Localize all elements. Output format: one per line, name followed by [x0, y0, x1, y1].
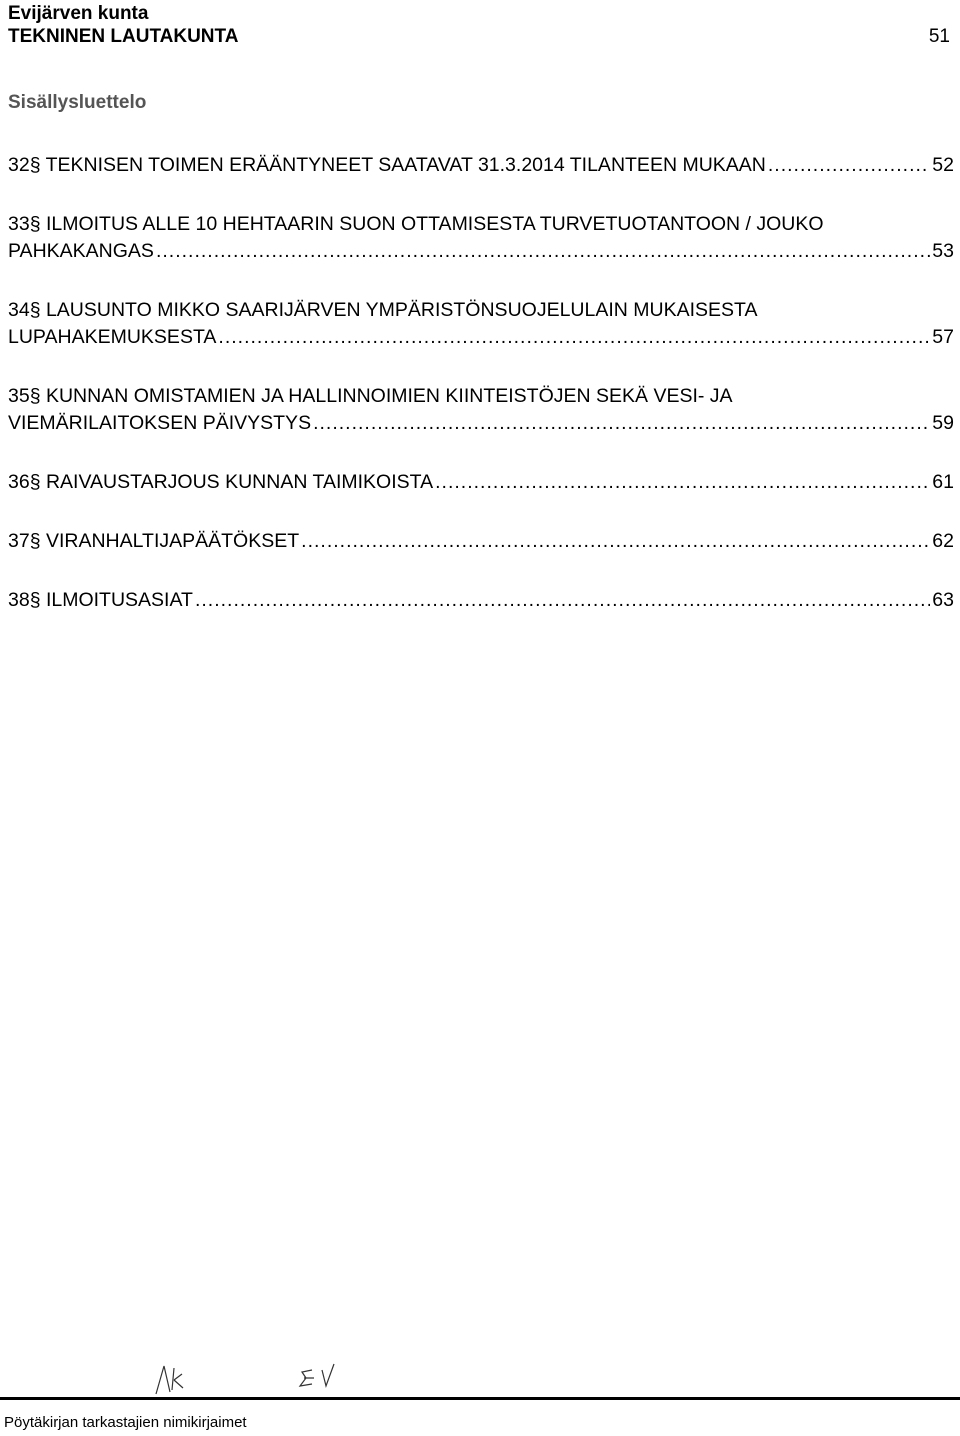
- page-header: [8, 2, 952, 48]
- dot-leader: [218, 324, 930, 351]
- handwritten-initials: [150, 1356, 390, 1396]
- dot-leader: [156, 238, 930, 265]
- table-of-contents: [8, 152, 954, 646]
- dot-leader: [435, 469, 930, 496]
- toc-entry-title-line2: LUPAHAKEMUKSESTA: [8, 326, 217, 348]
- toc-entry-title-line1: 33§ ILMOITUS ALLE 10 HEHTAARIN SUON OTTAMISESTA TURVETUOTANTOON / JOUKO: [8, 213, 824, 235]
- toc-entry-title-line1: 35§ KUNNAN OMISTAMIEN JA HALLINNOIMIEN KIINTEISTÖJEN SEKÄ VESI- JA: [8, 385, 733, 407]
- toc-entry-title-line2: VIEMÄRILAITOKSEN PÄIVYSTYS: [8, 412, 312, 434]
- dot-leader: [313, 410, 930, 437]
- toc-entry-title-line2: PAHKAKANGAS: [8, 240, 154, 262]
- page-number: 51: [928, 26, 950, 47]
- toc-entry-page: 61: [932, 471, 954, 493]
- initials-ak-signature: [156, 1366, 183, 1394]
- toc-entry-page: 62: [932, 530, 954, 552]
- toc-entry[interactable]: [8, 211, 954, 265]
- dot-leader: [195, 587, 930, 614]
- toc-title: Sisällysluettelo: [8, 92, 147, 113]
- toc-entry[interactable]: [8, 528, 954, 555]
- dot-leader: [301, 528, 930, 555]
- toc-entry-page: 59: [932, 412, 954, 434]
- toc-entry[interactable]: [8, 383, 954, 437]
- dot-leader: [768, 152, 930, 179]
- toc-entry[interactable]: [8, 469, 954, 496]
- toc-entry-page: 57: [932, 326, 954, 348]
- toc-entry-title: 38§ ILMOITUSASIAT: [8, 589, 193, 611]
- municipality-name: Evijärven kunta: [8, 3, 149, 24]
- toc-entry-page: 52: [932, 154, 954, 176]
- toc-entry-title: 37§ VIRANHALTIJAPÄÄTÖKSET: [8, 530, 300, 552]
- toc-entry-title: 36§ RAIVAUSTARJOUS KUNNAN TAIMIKOISTA: [8, 471, 434, 493]
- footer-label: Pöytäkirjan tarkastajien nimikirjaimet: [4, 1414, 247, 1431]
- footer-divider: [0, 1397, 960, 1400]
- toc-entry-title-line1: 34§ LAUSUNTO MIKKO SAARIJÄRVEN YMPÄRISTÖNSUOJELULAIN MUKAISESTA: [8, 299, 758, 321]
- toc-entry-title: 32§ TEKNISEN TOIMEN ERÄÄNTYNEET SAATAVAT 31.3.2014 TILANTEEN MUKAAN: [8, 154, 766, 176]
- toc-entry[interactable]: [8, 297, 954, 351]
- committee-name: TEKNINEN LAUTAKUNTA: [8, 26, 239, 47]
- toc-entry-page: 63: [932, 589, 954, 611]
- toc-entry[interactable]: [8, 587, 954, 614]
- initials-ev-signature: [300, 1364, 334, 1386]
- toc-entry-page: 53: [932, 240, 954, 262]
- toc-entry[interactable]: [8, 152, 954, 179]
